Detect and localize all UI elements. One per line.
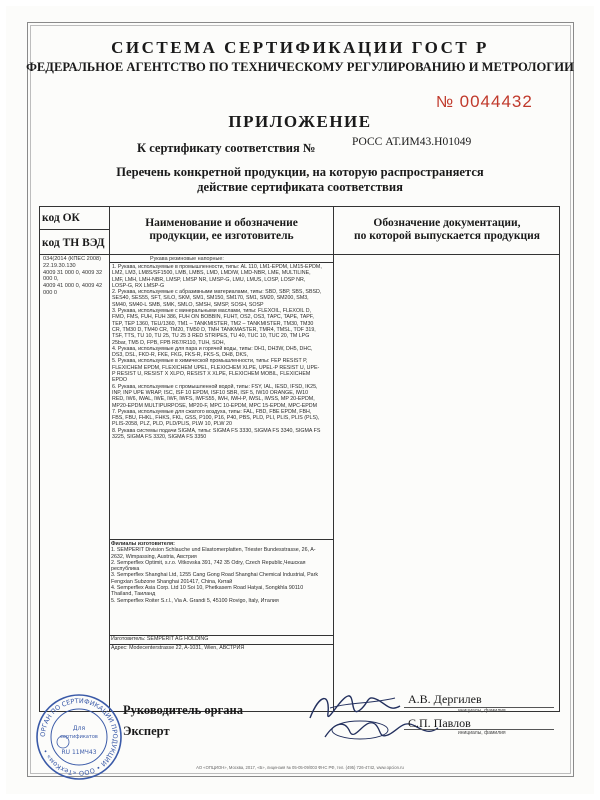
code-line: 4009 41 000 0, 4009 42 000 0 <box>43 283 103 296</box>
group-label: Рукава резиновые напорные: <box>150 256 224 262</box>
product-item: 6. Рукава, используемые с промышленной водой, типы: FSY, IAL, IESD, IFSD, IK25, INP, INP UPE WRAP, ISC, ISF 10 EPDM, ISF10 SBR, ISF 5, IW10 ORANGE, IW10 RED, IW6, IWAL, IWE, IWF, IWFS, IWFS55, IWH, IWH-P, IWSL, IWSS, MP 20-EPDM, MP20-EPDM MULTIPURPOSE, MP20-F, MPC 10-EPDM, MPC 15-EPDM, MPC-EPDM <box>112 383 318 409</box>
product-items <box>112 264 322 440</box>
product-item: 7. Рукава, используемые для сжатого воздуха, типы: FAL, FBD, FBE EPDM, FBH, FBS, FBU, FHKL, FHKS, FKL, GSS, P100, P16, P40, PBS, PLD, PLI, PLIS, PLIS (PLS), PLIS-2058, PLZ, PLD, PLD/PLIS, PLW 10, PLW 20 <box>112 408 320 428</box>
expert-caption: инициалы, фамилия <box>458 730 506 736</box>
col-docs-header <box>334 217 560 243</box>
form-number <box>436 92 533 112</box>
list-title-line-1: Перечень конкретной продукции, на которую распространяется <box>116 165 484 179</box>
number-prefix: № <box>436 94 455 111</box>
maker-entry: 2. Semperflex Optimit, s.r.o. Vitkovska 391, 742 35 Odry, Czech Republic,Чешская республика <box>111 559 306 573</box>
stamp-code: RU 11МЧ43 <box>61 749 97 756</box>
agency-title: ФЕДЕРАЛЬНОЕ АГЕНТСТВО ПО ТЕХНИЧЕСКОМУ РЕГУЛИРОВАНИЮ И МЕТРОЛОГИИ <box>26 60 574 74</box>
product-item: 3. Рукава, используемые с минеральными маслами, типы: FLEXOIL, FLEXOIL D, FMO, FMS, FUH, FUH 386, FUH ON BOBBIN, FUHT, OS2, OS3, TAPC, TAPE, TAPF, TEP, TEP 1360, TEU/1360, TM1 – TANKMISTER, TM2 – TANKMISTER, TM30, TM30 CR, TM30 D, TM40 CR, TM20, TM50 D, TMH TANKMASTER, TMR4, TMSL, TOF 319, TSF, TTS, TU 10, TU 25, TU 25 3 RED STRIPES, TU 40, TUC 10, TUC 20, TM LPG 25bar, TM5 D, FPB, FPB R67/R110, TUH, SOH, <box>112 308 316 346</box>
col-name-line-2: продукции, ее изготовитель <box>149 230 294 242</box>
stamp-center-1: Для <box>72 725 86 732</box>
code-row-divider <box>40 229 110 230</box>
makers-title: Филиалы изготовителя: <box>111 541 175 547</box>
makers-list <box>111 541 321 604</box>
list-title <box>0 165 600 195</box>
col-code-ok: код ОК <box>42 212 80 224</box>
column-divider-2 <box>333 207 334 711</box>
col-docs-line-2: по которой выпускается продукция <box>354 230 540 242</box>
group-divider <box>110 262 333 263</box>
code-list <box>43 256 109 297</box>
col-code-tn: код ТН ВЭД <box>42 237 105 249</box>
code-line: 4009 31 000 0, 4009 32 000 0, <box>43 269 103 283</box>
print-footer: АО «ОПЦИОН», Москва, 2017, «Б», лицензия № 05-05-09/003 ФНС РФ, тел. (495) 726-4742, www.opcion.ru <box>196 765 404 770</box>
number-value: 0044432 <box>459 92 533 111</box>
col-name-header <box>110 217 333 243</box>
maker-entry: 4. Semperflex Asia Corp. Ltd 10 Soi 10, Phetkasem Road Hatyai, Songkhla 90110 Thailand, Таиланд <box>111 585 304 598</box>
product-item: 4. Рукава, используемые для пара и горячей воды, типы: DH1, DH3W, DH5, DHC, DS3, DSL, FKD-R, FKE, FKG, FKS-R, FKS-S, DH8, DKS, <box>112 345 313 359</box>
product-item: 2. Рукава, используемые с абразивными материалами, типы: SBD, SBP, SBS, SBSD, SES40, SES55, SFT, S/LO, SKM, SM1, SM150, SM170, SM1, SM20, SM200, SM3, SM40, SM40-L SMB, SMK, SMLO, SMSH, SMSP, SOSH, SOSP <box>112 289 322 308</box>
appendix-title: ПРИЛОЖЕНИЕ <box>228 112 372 131</box>
header-row-divider <box>40 254 559 255</box>
product-item: 5. Рукава, используемые в химической промышленности, типы: FEP RESIST P, FLEXICHEM EPDM, FLEXICHEM UPEL, FLEXICHEM XLPE, UPEL-P RESIST U, UPE-P RESIST U, RESIST X XLPO, RESIST X XLPE, FLEXICHEM MOBIL, FLEXICHEM EPDO <box>112 358 320 384</box>
code-line: 034(2014 (КПЕС 2008) <box>43 256 101 262</box>
certificate-number: РОСС АТ.ИМ43.Н01049 <box>352 136 472 148</box>
list-title-line-2: действие сертификата соответствия <box>197 180 403 194</box>
makers-divider <box>110 539 333 540</box>
stamp-center-2: сертификатов <box>60 734 98 740</box>
code-line: 22.19.30.130 <box>43 262 76 269</box>
head-name: А.В. Дергилев <box>408 692 482 706</box>
head-caption: инициалы, фамилия <box>458 708 506 714</box>
head-label: Руководитель органа <box>123 703 243 717</box>
maker-entry: 5. Semperflex Roiter S.r.l., Via A. Grandi 5, 45100 Rovigo, Italy, Италия <box>111 597 279 604</box>
manufacturer-address: Адрес: Modecenterstrasse 22, A-1031, Wien, АВСТРИЯ <box>111 645 245 651</box>
product-item: 1. Рукава, используемые в промышленности, типы: AL 110, LM1-EPDM, LM15-EPDM, LM2, LM3, LM8S/SF1500, LMB, LMBS, LMD, LMD/W, LMD-NBR, LME, MULTILINE, LMF, LMH, LMH-NBR, LMSP, LMSP NR, LMSP-G, LMU, LMUS, LOSP, LOSP NR, LOSP-G, RX LMSP-G <box>112 264 322 289</box>
col-docs-line-1: Обозначение документации, <box>373 217 521 229</box>
manufacturer: Изготовитель: SEMPERIT AG HOLDING <box>111 636 209 642</box>
maker-entry: 1. SEMPERIT Division Schlauche und Elastomerplatten, Triester Bundesstrasse, 26, A-2632, Wimpassing, Austria, Австрия <box>111 547 316 560</box>
system-title: СИСТЕМА СЕРТИФИКАЦИИ ГОСТ Р <box>111 38 489 57</box>
stamp-ring-text: ОРГАН ПО СЕРТИФИКАЦИИ ПРОДУКЦИИ • ООО «ТехКом» • <box>38 696 120 778</box>
expert-name: С.П. Павлов <box>408 716 471 730</box>
product-item: 8. Рукава системы подачи SIGMA, типы: SIGMA FS 3330, SIGMA FS 3340, SIGMA FS 3225, SIGMA FS 3320, SIGMA FS 3350 <box>112 427 321 441</box>
expert-label: Эксперт <box>123 724 170 738</box>
maker-entry: 3. Semperflex Shanghai Ltd, 1255 Cang Gong Road Shanghai Chemical Industrial, Park Fengxian Subzone Shanghai 201417, China, Китай <box>111 572 319 585</box>
col-name-line-1: Наименование и обозначение <box>145 217 298 229</box>
certificate-label: К сертификату соответствия № <box>137 141 316 155</box>
